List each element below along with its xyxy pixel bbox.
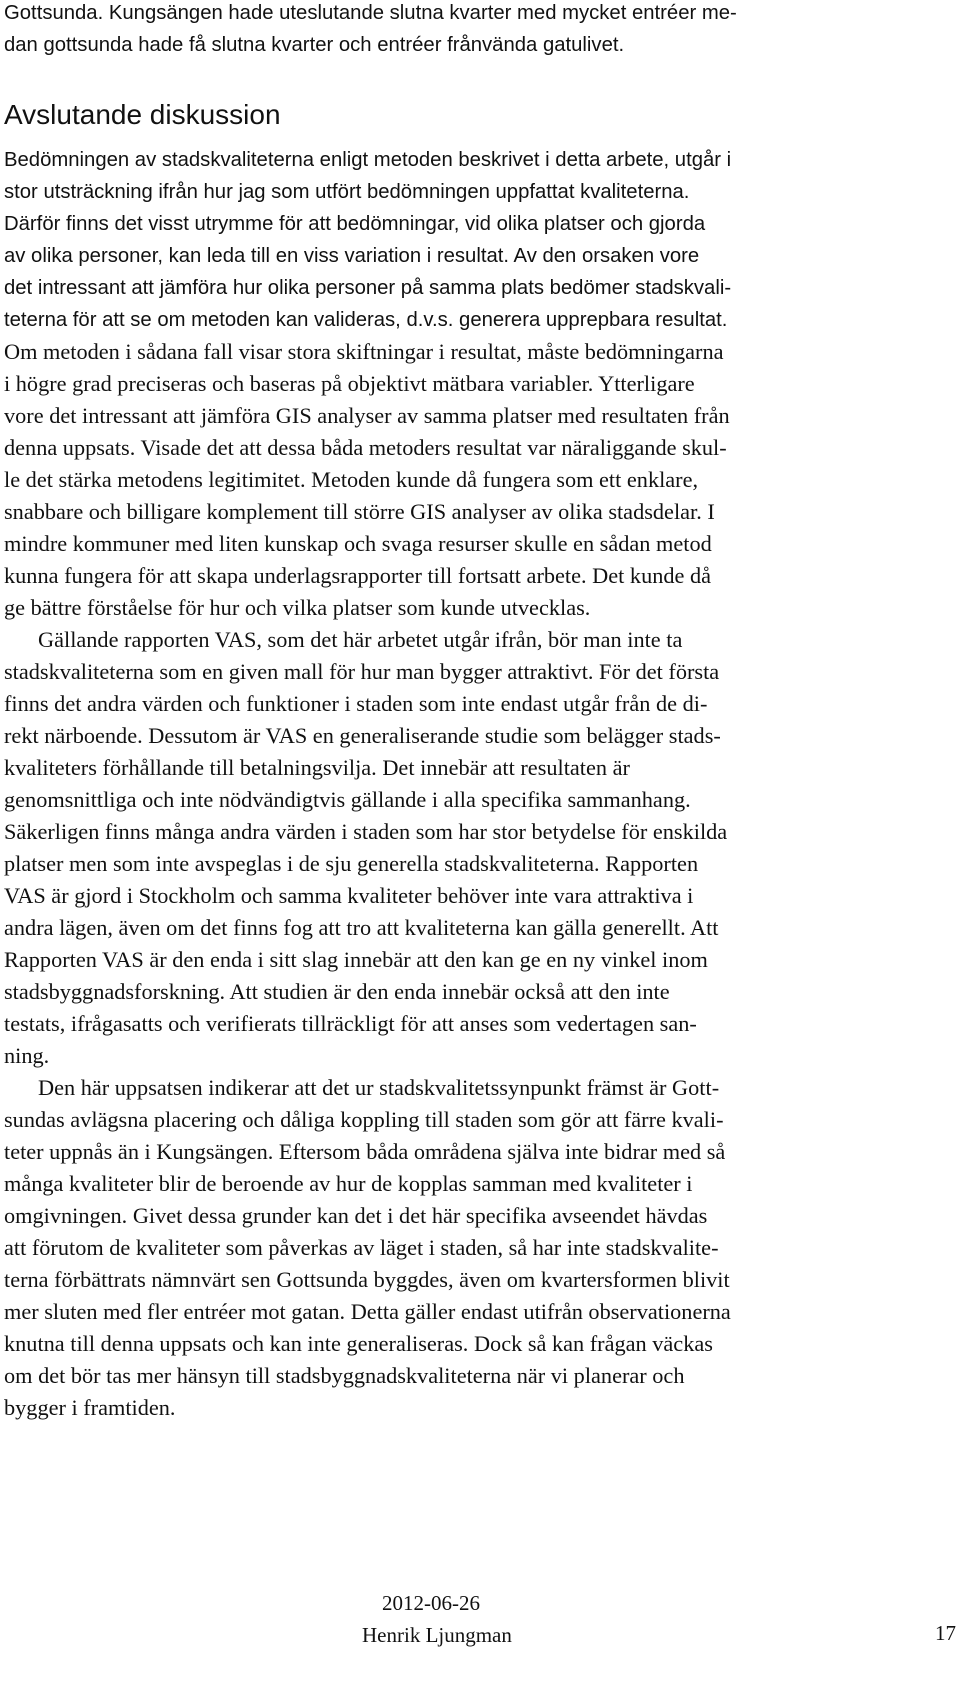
body-line: mindre kommuner med liten kunskap och svaga resurser skulle en sådan metod <box>4 531 712 556</box>
body-line: många kvaliteter blir de beroende av hur de kopplas samman med kvaliteter i <box>4 1171 693 1196</box>
body-line: att förutom de kvaliteter som påverkas av läget i staden, så har inte stadskvalite- <box>4 1235 719 1260</box>
body-line: stadsbyggnadsforskning. Att studien är den enda innebär också att den inte <box>4 979 670 1004</box>
body-line: ning. <box>4 1043 50 1068</box>
body-line: Rapporten VAS är den enda i sitt slag innebär att den kan ge en ny vinkel inom <box>4 947 708 972</box>
body-line: denna uppsats. Visade det att dessa båda metoders resultat var näraliggande skul- <box>4 435 727 460</box>
body-line: omgivningen. Givet dessa grunder kan det i det här specifika avseendet hävdas <box>4 1203 708 1228</box>
body-line: stadskvaliteterna som en given mall för hur man bygger attraktivt. För det första <box>4 659 720 684</box>
body-line: i högre grad preciseras och baseras på objektivt mätbara variabler. Ytterligare <box>4 371 695 396</box>
body-line: bygger i framtiden. <box>4 1395 176 1420</box>
body-line: teterna för att se om metoden kan valideras, d.v.s. generera upprepbara resultat. <box>4 309 728 331</box>
body-line: Om metoden i sådana fall visar stora skiftningar i resultat, måste bedömningarna <box>4 339 724 364</box>
body-line: kunna fungera för att skapa underlagsrapporter till fortsatt arbete. Det kunde då <box>4 563 712 588</box>
footer-author: Henrik Ljungman <box>362 1623 512 1647</box>
body-line: Bedömningen av stadskvaliteterna enligt metoden beskrivet i detta arbete, utgår i <box>4 149 732 171</box>
body-line: det intressant att jämföra hur olika personer på samma plats bedömer stadskvali- <box>4 277 732 299</box>
body-line: vore det intressant att jämföra GIS analyser av samma platser med resultaten från <box>4 403 730 428</box>
page-number: 17 <box>935 1621 956 1645</box>
body-line: knutna till denna uppsats och kan inte generaliseras. Dock så kan frågan väckas <box>4 1331 713 1356</box>
body-line: om det bör tas mer hänsyn till stadsbyggnadskvaliteterna när vi planerar och <box>4 1363 685 1388</box>
body-line: VAS är gjord i Stockholm och samma kvaliteter behöver inte vara attraktiva i <box>4 883 694 908</box>
body-line: terna förbättrats nämnvärt sen Gottsunda byggdes, även om kvartersformen blivit <box>4 1267 730 1292</box>
body-line: kvaliteters förhållande till betalningsvilja. Det innebär att resultaten är <box>4 755 630 780</box>
footer-date: 2012-06-26 <box>382 1591 480 1615</box>
intro-line: Gottsunda. Kungsängen hade uteslutande slutna kvarter med mycket entréer me- <box>4 2 737 24</box>
body-line: rekt närboende. Dessutom är VAS en generaliserande studie som belägger stads- <box>4 723 721 748</box>
body-line: snabbare och billigare komplement till större GIS analyser av olika stadsdelar. I <box>4 499 715 524</box>
body-line: Den här uppsatsen indikerar att det ur stadskvalitetssynpunkt främst är Gott- <box>38 1075 720 1100</box>
body-line: stor utsträckning ifrån hur jag som utfört bedömningen uppfattat kvaliteterna. <box>4 181 690 203</box>
body-line: Därför finns det visst utrymme för att bedömningar, vid olika platser och gjorda <box>4 213 706 235</box>
body-line: finns det andra värden och funktioner i staden som inte endast utgår från de di- <box>4 691 708 716</box>
intro-line: dan gottsunda hade få slutna kvarter och entréer frånvända gatulivet. <box>4 34 625 56</box>
body-line: andra lägen, även om det finns fog att tro att kvaliteterna kan gälla generellt. Att <box>4 915 719 940</box>
section-heading: Avslutande diskussion <box>4 99 281 130</box>
body-line: teter uppnås än i Kungsängen. Eftersom båda områdena själva inte bidrar med så <box>4 1139 726 1164</box>
body-line: Säkerligen finns många andra värden i staden som har stor betydelse för enskilda <box>4 819 728 844</box>
body-line: testats, ifrågasatts och verifierats tillräckligt för att anses som vedertagen san- <box>4 1011 697 1036</box>
body-line: ge bättre förståelse för hur och vilka platser som kunde utvecklas. <box>4 595 591 620</box>
body-line: Gällande rapporten VAS, som det här arbetet utgår ifrån, bör man inte ta <box>38 627 683 652</box>
body-line: mer sluten med fler entréer mot gatan. Detta gäller endast utifrån observationerna <box>4 1299 731 1324</box>
body-line: sundas avlägsna placering och dåliga koppling till staden som gör att färre kvali- <box>4 1107 724 1132</box>
body-line: genomsnittliga och inte nödvändigtvis gällande i alla specifika sammanhang. <box>4 787 691 812</box>
body-line: av olika personer, kan leda till en viss variation i resultat. Av den orsaken vore <box>4 245 700 267</box>
body-line: le det stärka metodens legitimitet. Metoden kunde då fungera som ett enklare, <box>4 467 699 492</box>
body-line: platser men som inte avspeglas i de sju generella stadskvaliteterna. Rapporten <box>4 851 699 876</box>
